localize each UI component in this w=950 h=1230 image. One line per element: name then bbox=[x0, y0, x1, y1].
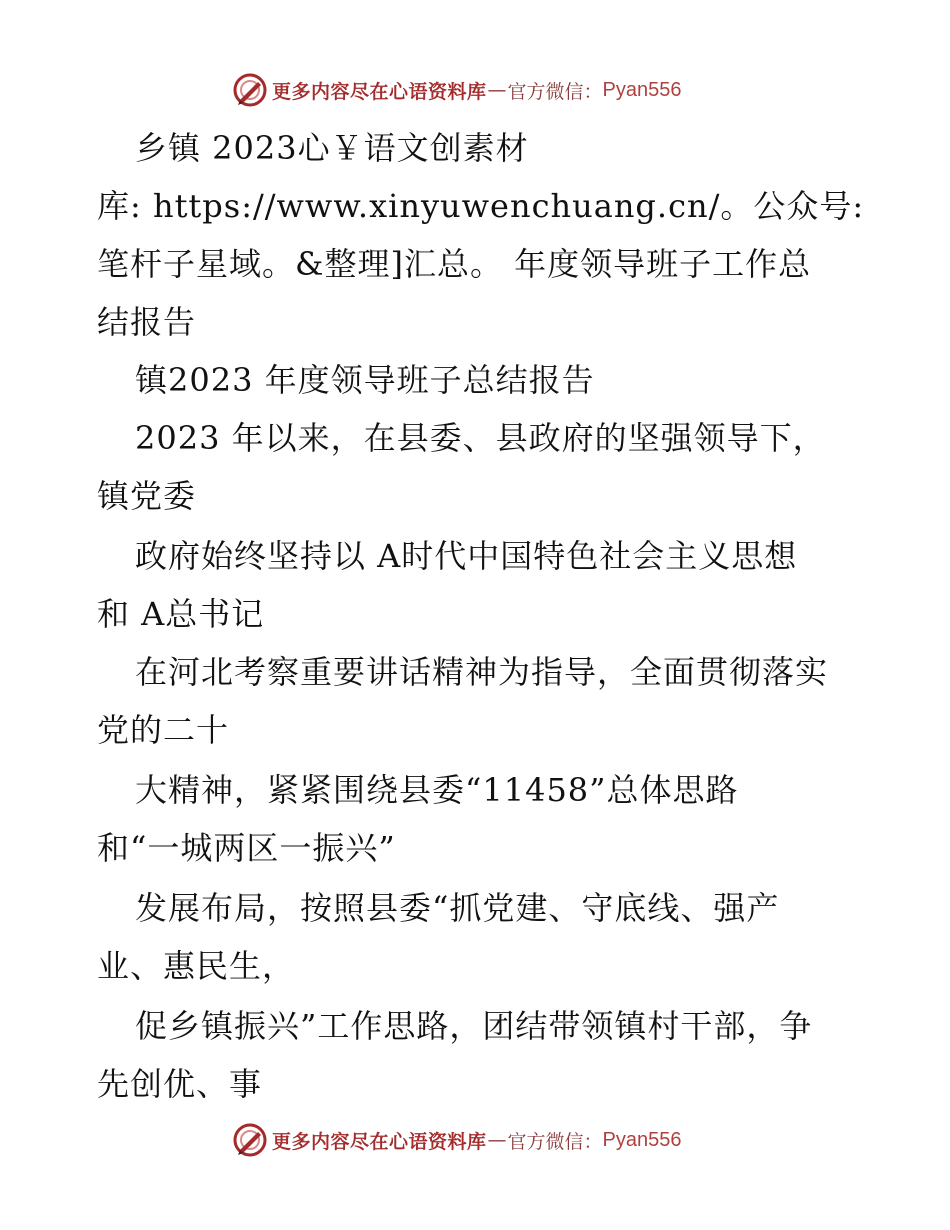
text-line: 政府始终坚持以 A时代中国特色社会主义思想 bbox=[135, 537, 798, 575]
text-line: 笔杆子星域。&整理]汇总。 年度领导班子工作总 bbox=[97, 245, 812, 283]
text-line: 镇党委 bbox=[97, 477, 197, 515]
text-line: 镇2023 年度领导班子总结报告 bbox=[135, 361, 595, 399]
watermark-dash: — bbox=[487, 79, 507, 101]
pen-logo-icon bbox=[232, 72, 268, 108]
text-line: 在河北考察重要讲话精神为指导，全面贯彻落实 bbox=[135, 653, 829, 691]
watermark-site-text: 更多内容尽在心语资料库 bbox=[272, 1130, 487, 1153]
watermark-handle: Pyan556 bbox=[602, 78, 682, 101]
footer-watermark bbox=[232, 1120, 682, 1160]
text-line: 2023 年以来，在县委、县政府的坚强领导下， bbox=[135, 419, 826, 457]
text-line: 业、惠民生， bbox=[97, 947, 296, 985]
header-watermark bbox=[232, 70, 682, 110]
text-line: 结报告 bbox=[97, 303, 197, 341]
text-line: 和“一城两区一振兴” bbox=[97, 829, 396, 867]
pen-logo-icon bbox=[232, 1122, 268, 1158]
text-line: 先创优、事 bbox=[97, 1065, 263, 1103]
text-line: 发展布局，按照县委“抓党建、守底线、强产 bbox=[135, 889, 780, 927]
watermark-handle: Pyan556 bbox=[602, 1128, 682, 1151]
text-line: 和 A总书记 bbox=[97, 595, 265, 633]
text-line: 促乡镇振兴”工作思路，团结带领镇村干部，争 bbox=[135, 1007, 813, 1045]
text-line: 库: https://www.xinyuwenchuang.cn/。公众号: bbox=[97, 187, 865, 225]
text-line: 乡镇 2023心￥语文创素材 bbox=[135, 129, 529, 167]
watermark-wechat-label: 官方微信： bbox=[507, 1130, 603, 1153]
watermark-dash: — bbox=[487, 1129, 507, 1151]
text-line: 大精神，紧紧围绕县委“11458”总体思路 bbox=[135, 771, 739, 809]
text-line: 党的二十 bbox=[97, 711, 230, 749]
watermark-site-text: 更多内容尽在心语资料库 bbox=[272, 80, 487, 103]
watermark-wechat-label: 官方微信： bbox=[507, 80, 603, 103]
